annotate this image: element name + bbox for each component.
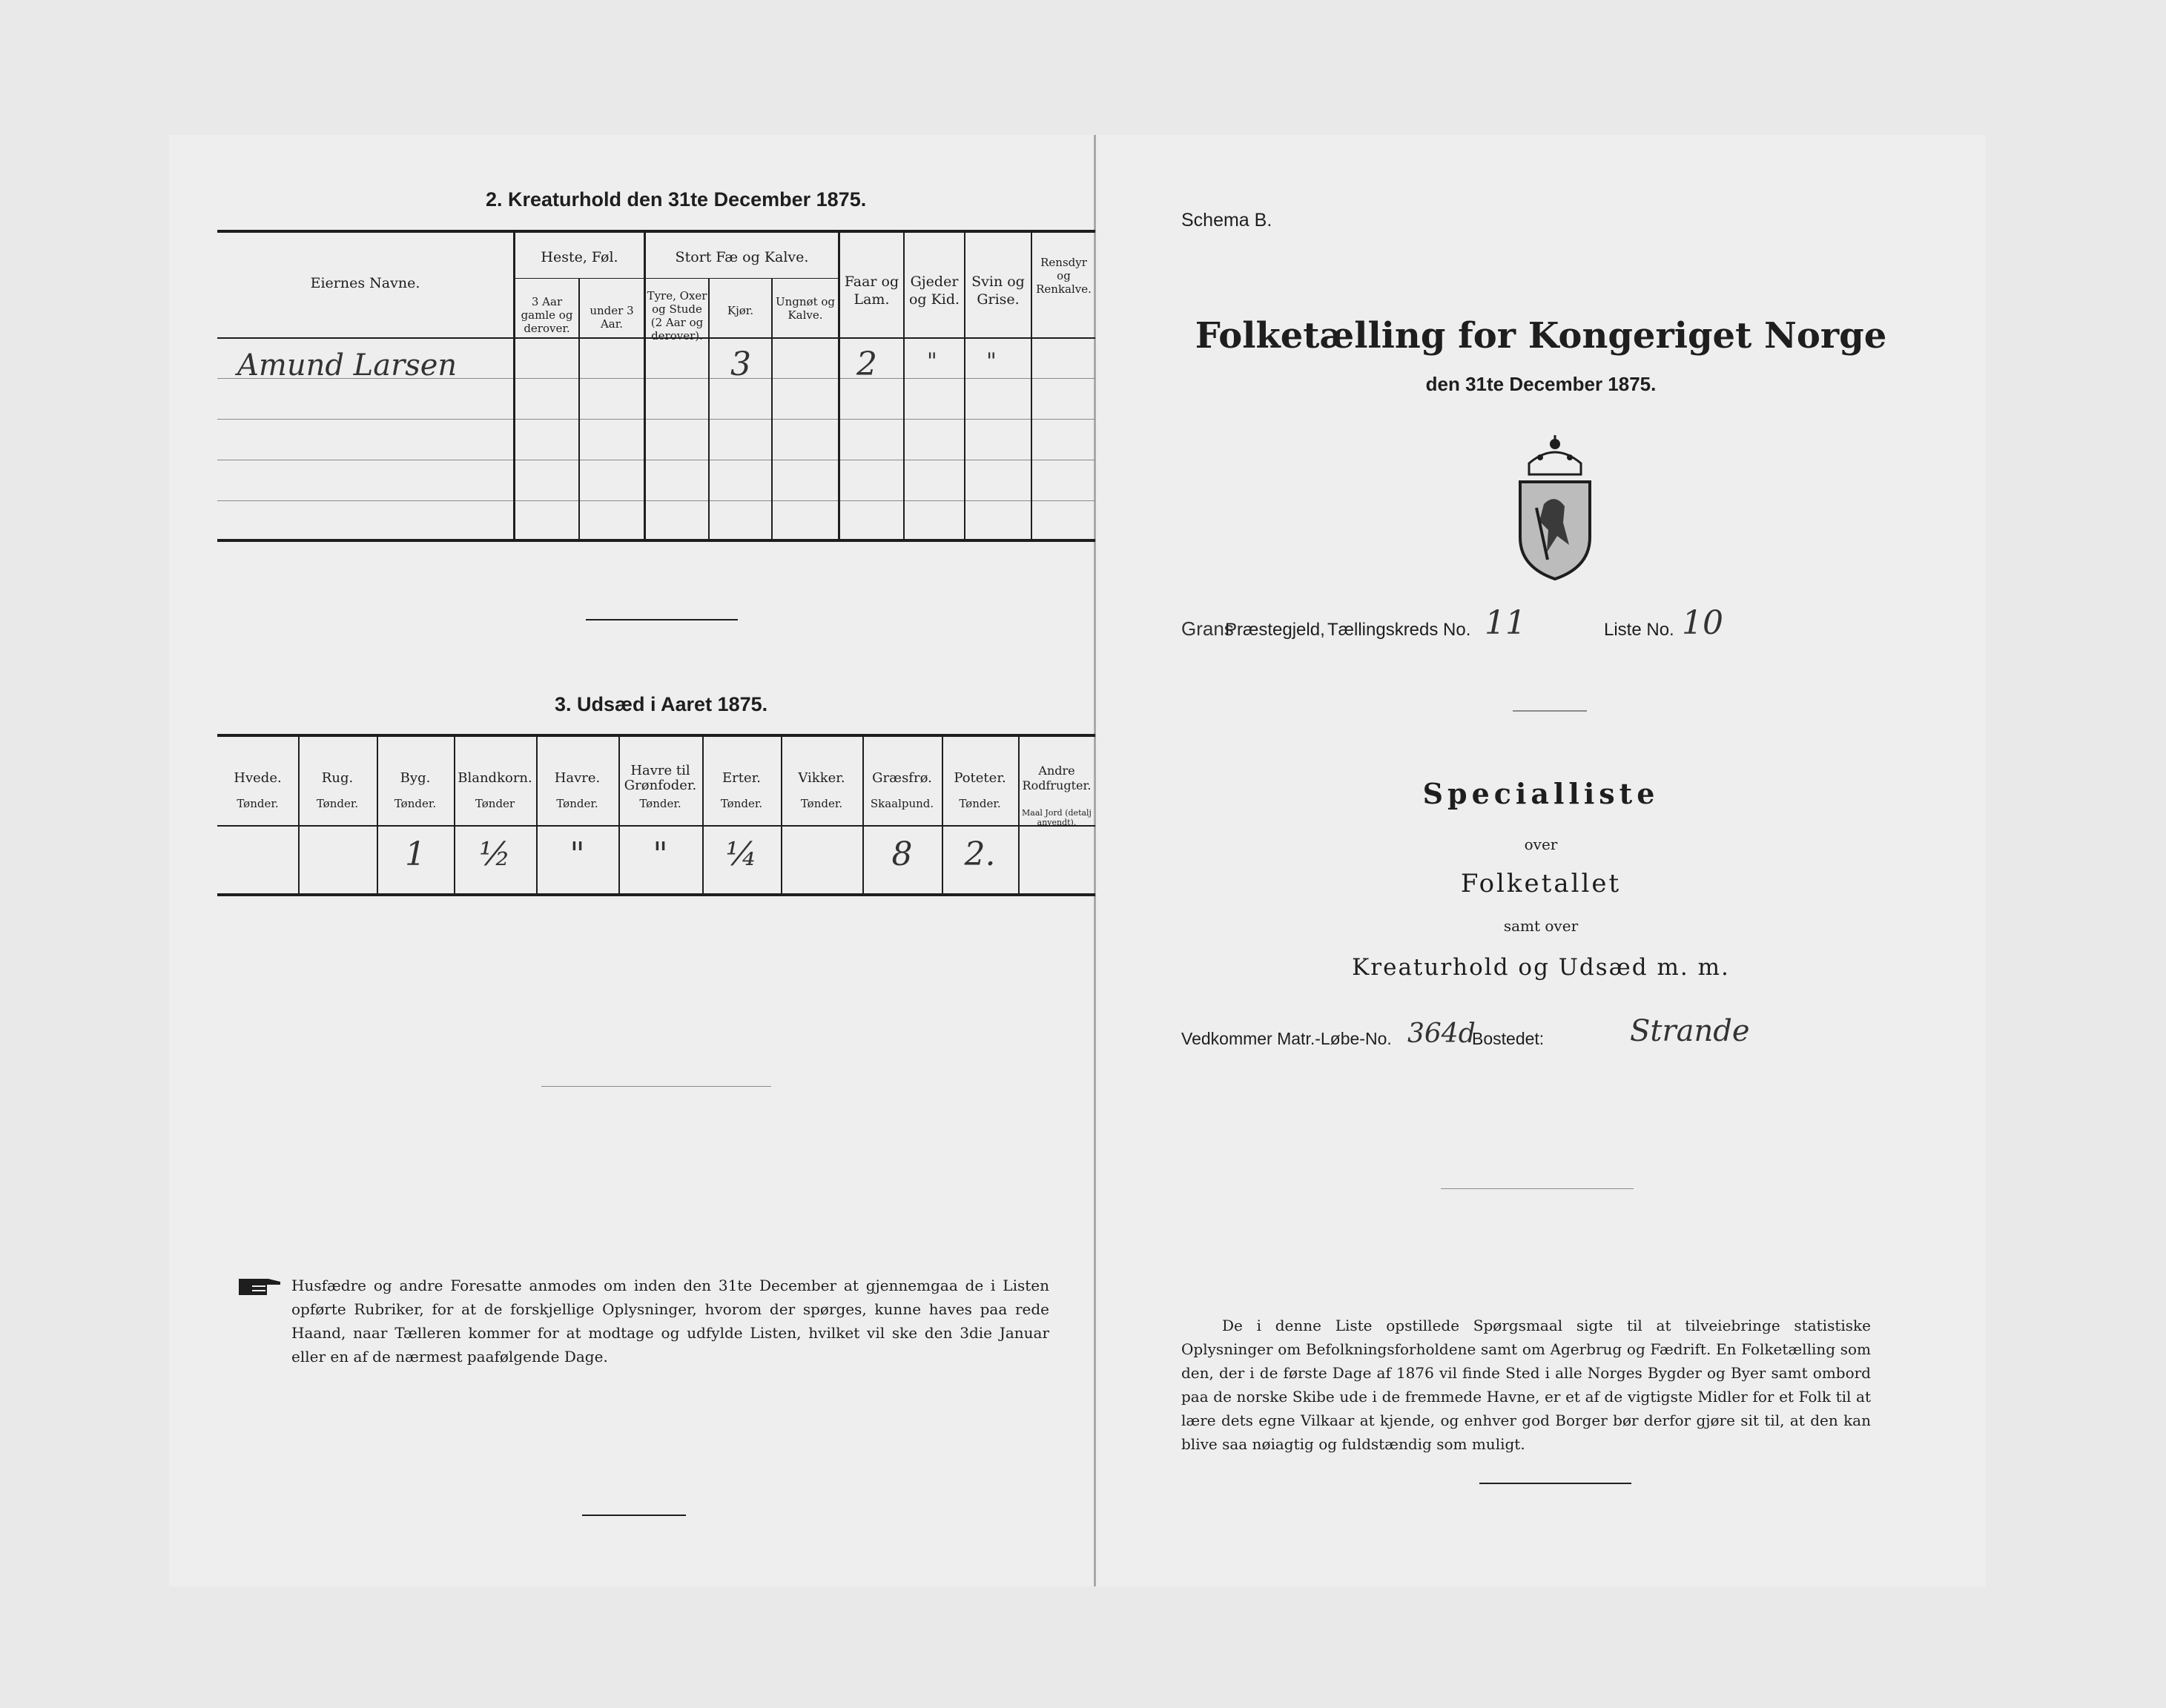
kreds-value: 11: [1485, 604, 1526, 642]
divider: [586, 619, 738, 620]
bostedet-label: Bostedet:: [1472, 1029, 1545, 1048]
udsaed-col-unit: Tønder.: [639, 797, 681, 810]
divider: [1441, 1188, 1634, 1189]
header-svin: Svin og Grise.: [971, 274, 1025, 308]
header-faar: Faar og Lam.: [844, 274, 899, 308]
intro-paragraph: De i denne Liste opstillede Spørgsmaal sigte til at tilveiebringe statistiske Oplysninger om Befolkningsforholdene samt om Agerbrug og Fædrift. En Folketælling som den, der i de første Dage af 1876 vil finde Sted i alle Norges Bygder og Byer samt ombord paa de norske Skibe ude i de fremmede Havne, er et af de vigtigste Midler for et Folk til at lære dets egne Vilkaar at kjende, og enhver god Borger bør derfor gjøre sit til, at den kan blive saa nøiagtig og fuldstændig som muligt.: [1181, 1317, 1871, 1453]
matr-label: Vedkommer Matr.-Løbe-No.: [1181, 1029, 1392, 1048]
table3-col-line: [298, 735, 300, 895]
kreaturhold-heading: Kreaturhold og Udsæd m. m.: [1352, 954, 1730, 981]
udsaed-col-name: Havre.: [554, 770, 601, 786]
udsaed-col-unit: Tønder.: [316, 797, 359, 810]
divider: [1513, 710, 1587, 712]
liste-value: 10: [1682, 604, 1723, 642]
udsaed-value: 8: [891, 835, 913, 873]
udsaed-col-name: Vikker.: [798, 770, 845, 786]
kreds-label: Tællingskreds No.: [1327, 620, 1471, 640]
udsaed-col-name: Byg.: [400, 770, 431, 786]
samt-over-text: samt over: [1503, 917, 1579, 935]
udsaed-col-name: Andre Rodfrugter.: [1022, 764, 1092, 792]
udsaed-value: ¼: [725, 835, 758, 873]
table2-subheader-rule: [515, 278, 838, 279]
udsaed-col-name: Hvede.: [234, 770, 282, 786]
udsaed-col-name: Blandkorn.: [458, 770, 532, 786]
udsaed-col-unit: Tønder: [475, 797, 515, 810]
prestegjeld-label: Præstegjeld,: [1225, 620, 1325, 640]
form-title: Folketælling for Kongeriget Norge: [1195, 315, 1887, 357]
header-rensdyr: Rensdyr og Renkalve.: [1036, 256, 1092, 296]
table3-bottom-rule: [217, 893, 1095, 896]
pointing-hand-icon: [237, 1271, 282, 1301]
header-kjor: Kjør.: [727, 304, 754, 317]
header-stort-fae: Stort Fæ og Kalve.: [675, 249, 809, 265]
value-gjeder: ": [927, 348, 937, 374]
folketallet-heading: Folketallet: [1460, 869, 1622, 898]
header-heste-under3: under 3 Aar.: [590, 304, 634, 331]
header-eiernes-navne: Eiernes Navne.: [310, 275, 420, 291]
divider: [541, 1086, 771, 1087]
prestegjeld-value: Grans: [1181, 618, 1234, 640]
udsaed-col-name: Poteter.: [954, 770, 1006, 786]
udsaed-value: ": [569, 835, 585, 873]
udsaed-col-name: Rug.: [321, 770, 354, 786]
udsaed-col-name: Havre til Grønfoder.: [624, 763, 697, 793]
form-date: den 31te December 1875.: [1425, 373, 1657, 395]
udsaed-value: 2.: [964, 835, 996, 873]
udsaed-col-unit: Tønder.: [959, 797, 1001, 810]
udsaed-value: ": [653, 835, 668, 873]
udsaed-col-unit: Tønder.: [720, 797, 763, 810]
value-svin: ": [986, 348, 997, 374]
table3-header-rule: [217, 825, 1095, 827]
udsaed-col-unit: Tønder.: [556, 797, 598, 810]
udsaed-col-unit: Tønder.: [237, 797, 279, 810]
udsaed-col-unit: Maal Jord (detalj anvendt).: [1022, 808, 1092, 827]
value-kjor: 3: [730, 345, 751, 383]
divider: [1479, 1483, 1631, 1484]
table2-col-line: [708, 278, 710, 540]
value-faar: 2: [856, 345, 877, 383]
header-gjeder: Gjeder og Kid.: [908, 274, 960, 308]
section3-title: 3. Udsæd i Aaret 1875.: [555, 693, 768, 715]
bostedet-value: Strande: [1630, 1014, 1750, 1048]
table3-col-line: [781, 735, 782, 895]
matr-value: 364d: [1407, 1019, 1476, 1049]
section2-title: 2. Kreaturhold den 31te December 1875.: [486, 188, 867, 211]
over-text: over: [1524, 835, 1558, 853]
udsaed-col-name: Erter.: [722, 770, 761, 786]
header-heste: Heste, Føl.: [541, 249, 618, 265]
divider: [582, 1515, 686, 1516]
udsaed-col-unit: Tønder.: [394, 797, 437, 810]
udsaed-col-name: Græsfrø.: [872, 770, 932, 786]
owner-name: Amund Larsen: [237, 348, 458, 383]
header-ungnot: Ungnøt og Kalve.: [775, 295, 836, 322]
coat-of-arms-icon: [1514, 434, 1596, 582]
header-tyre-oxer: Tyre, Oxer og Stude (2 Aar og derover).: [647, 289, 707, 342]
liste-label: Liste No.: [1604, 620, 1674, 640]
specialliste-heading: Specialliste: [1422, 777, 1660, 810]
table3-top-rule: [217, 734, 1095, 737]
schema-label: Schema B.: [1181, 210, 1272, 231]
notice-text: Husfædre og andre Foresatte anmodes om inden den 31te December at gjennemgaa de i Listen opførte Rubriker, for at de forskjellige Oplysninger, hvorom der spørges, kunne haves paa rede Haand, naar Tælleren kommer for at modtage og udfylde Listen, hvilket vil ske den 3die Januar eller en af de nærmest paafølgende Dage.: [291, 1277, 1049, 1366]
udsaed-col-unit: Tønder.: [800, 797, 843, 810]
udsaed-value: ½: [479, 835, 511, 873]
udsaed-value: 1: [405, 835, 426, 873]
udsaed-col-unit: Skaalpund.: [870, 797, 934, 810]
header-heste-3aar: 3 Aar gamle og derover.: [521, 295, 573, 335]
